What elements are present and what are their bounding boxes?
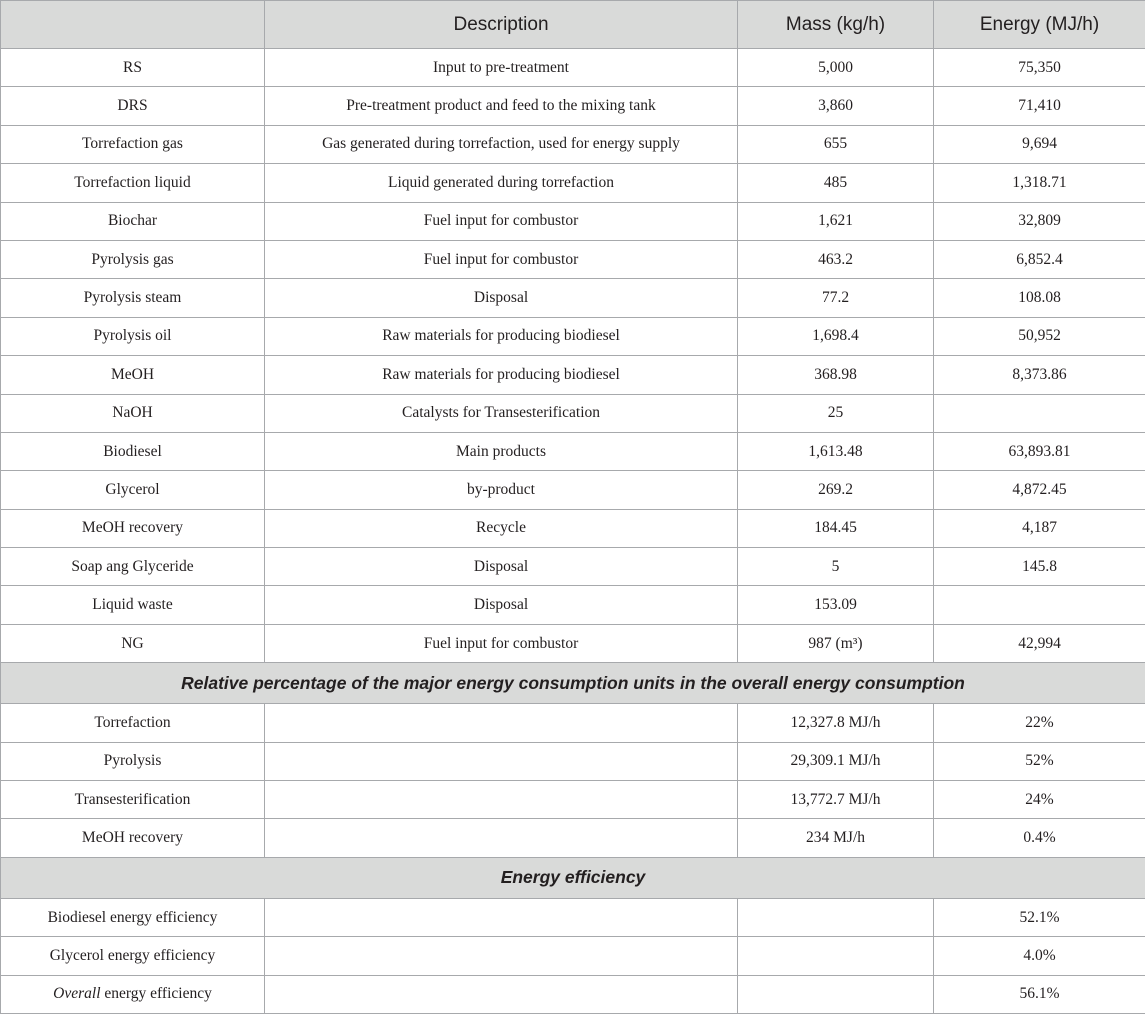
efficiency-name [1,975,265,1013]
table-row [1,742,1145,780]
stream-name: Pyrolysis oil [1,317,265,355]
table-row [1,49,1145,87]
section-title-consumption: Relative percentage of the major energy consumption units in the overall energy consumption [1,663,1145,704]
unit-description [265,819,738,857]
efficiency-name-italic: Overall [53,985,101,1003]
stream-mass: 987 (m³) [738,624,934,662]
table-row [1,548,1145,586]
table-row [1,624,1145,662]
stream-mass: 463.2 [738,240,934,278]
efficiency-mass [738,937,934,975]
stream-name: Liquid waste [1,586,265,624]
header-stream [1,1,265,49]
stream-mass: 655 [738,125,934,163]
stream-description: Disposal [265,548,738,586]
stream-description: Main products [265,432,738,470]
stream-mass: 5,000 [738,49,934,87]
stream-energy [934,394,1145,432]
stream-name: Biochar [1,202,265,240]
stream-mass: 5 [738,548,934,586]
stream-description: Liquid generated during torrefaction [265,164,738,202]
unit-name: Torrefaction [1,704,265,742]
section-row-consumption [1,663,1145,704]
header-row [1,1,1145,49]
table-row [1,240,1145,278]
header-mass: Mass (kg/h) [738,1,934,49]
stream-mass: 1,613.48 [738,432,934,470]
header-energy: Energy (MJ/h) [934,1,1145,49]
stream-energy: 63,893.81 [934,432,1145,470]
table-row [1,164,1145,202]
stream-description: Gas generated during torrefaction, used for energy supply [265,125,738,163]
stream-energy: 75,350 [934,49,1145,87]
efficiency-name: Biodiesel energy efficiency [1,898,265,936]
table-row [1,898,1145,936]
stream-name: Torrefaction liquid [1,164,265,202]
stream-name: NaOH [1,394,265,432]
stream-mass: 269.2 [738,471,934,509]
efficiency-value: 52.1% [934,898,1145,936]
stream-description: Raw materials for producing biodiesel [265,317,738,355]
stream-name: NG [1,624,265,662]
stream-mass: 1,621 [738,202,934,240]
table-row [1,202,1145,240]
table-row [1,394,1145,432]
stream-name: Torrefaction gas [1,125,265,163]
stream-name: Pyrolysis gas [1,240,265,278]
table-row [1,125,1145,163]
table-row [1,432,1145,470]
stream-energy: 1,318.71 [934,164,1145,202]
table-row [1,509,1145,547]
stream-description: Fuel input for combustor [265,240,738,278]
efficiency-description [265,975,738,1013]
efficiency-description [265,937,738,975]
stream-description: Disposal [265,279,738,317]
table-row [1,317,1145,355]
table-row [1,87,1145,125]
unit-percentage: 0.4% [934,819,1145,857]
unit-description [265,742,738,780]
efficiency-mass [738,898,934,936]
stream-energy: 8,373.86 [934,356,1145,394]
stream-mass: 1,698.4 [738,317,934,355]
unit-energy-use: 234 MJ/h [738,819,934,857]
unit-energy-use: 13,772.7 MJ/h [738,781,934,819]
stream-mass: 184.45 [738,509,934,547]
stream-energy: 4,187 [934,509,1145,547]
table-row [1,975,1145,1013]
stream-mass: 153.09 [738,586,934,624]
stream-name: Glycerol [1,471,265,509]
unit-name: Pyrolysis [1,742,265,780]
stream-mass: 368.98 [738,356,934,394]
stream-energy: 9,694 [934,125,1145,163]
table-row [1,819,1145,857]
stream-energy: 4,872.45 [934,471,1145,509]
table-row [1,356,1145,394]
stream-mass: 77.2 [738,279,934,317]
efficiency-name-rest: energy efficiency [100,985,212,1003]
table-row [1,704,1145,742]
stream-description: Recycle [265,509,738,547]
unit-name: MeOH recovery [1,819,265,857]
stream-name: RS [1,49,265,87]
stream-name: Soap ang Glyceride [1,548,265,586]
table-row [1,586,1145,624]
stream-name: DRS [1,87,265,125]
unit-energy-use: 29,309.1 MJ/h [738,742,934,780]
stream-description: Fuel input for combustor [265,624,738,662]
unit-percentage: 52% [934,742,1145,780]
unit-description [265,704,738,742]
stream-name: MeOH recovery [1,509,265,547]
stream-mass: 485 [738,164,934,202]
stream-description: Raw materials for producing biodiesel [265,356,738,394]
stream-description: Pre-treatment product and feed to the mixing tank [265,87,738,125]
stream-name: MeOH [1,356,265,394]
unit-energy-use: 12,327.8 MJ/h [738,704,934,742]
efficiency-value: 4.0% [934,937,1145,975]
stream-description: Disposal [265,586,738,624]
efficiency-mass [738,975,934,1013]
table-row [1,781,1145,819]
stream-description: Fuel input for combustor [265,202,738,240]
stream-energy: 6,852.4 [934,240,1145,278]
stream-description: by-product [265,471,738,509]
section-row-efficiency [1,857,1145,898]
unit-description [265,781,738,819]
stream-mass: 3,860 [738,87,934,125]
unit-percentage: 22% [934,704,1145,742]
efficiency-value: 56.1% [934,975,1145,1013]
stream-name: Pyrolysis steam [1,279,265,317]
stream-name: Biodiesel [1,432,265,470]
table-row [1,471,1145,509]
unit-name: Transesterification [1,781,265,819]
efficiency-name: Glycerol energy efficiency [1,937,265,975]
unit-percentage: 24% [934,781,1145,819]
stream-energy: 71,410 [934,87,1145,125]
stream-description: Catalysts for Transesterification [265,394,738,432]
header-description: Description [265,1,738,49]
stream-energy: 32,809 [934,202,1145,240]
stream-mass: 25 [738,394,934,432]
stream-energy: 108.08 [934,279,1145,317]
section-title-efficiency: Energy efficiency [1,857,1145,898]
stream-energy [934,586,1145,624]
stream-energy: 50,952 [934,317,1145,355]
table-row [1,279,1145,317]
efficiency-description [265,898,738,936]
table-row [1,937,1145,975]
stream-description: Input to pre-treatment [265,49,738,87]
stream-energy: 145.8 [934,548,1145,586]
stream-energy: 42,994 [934,624,1145,662]
